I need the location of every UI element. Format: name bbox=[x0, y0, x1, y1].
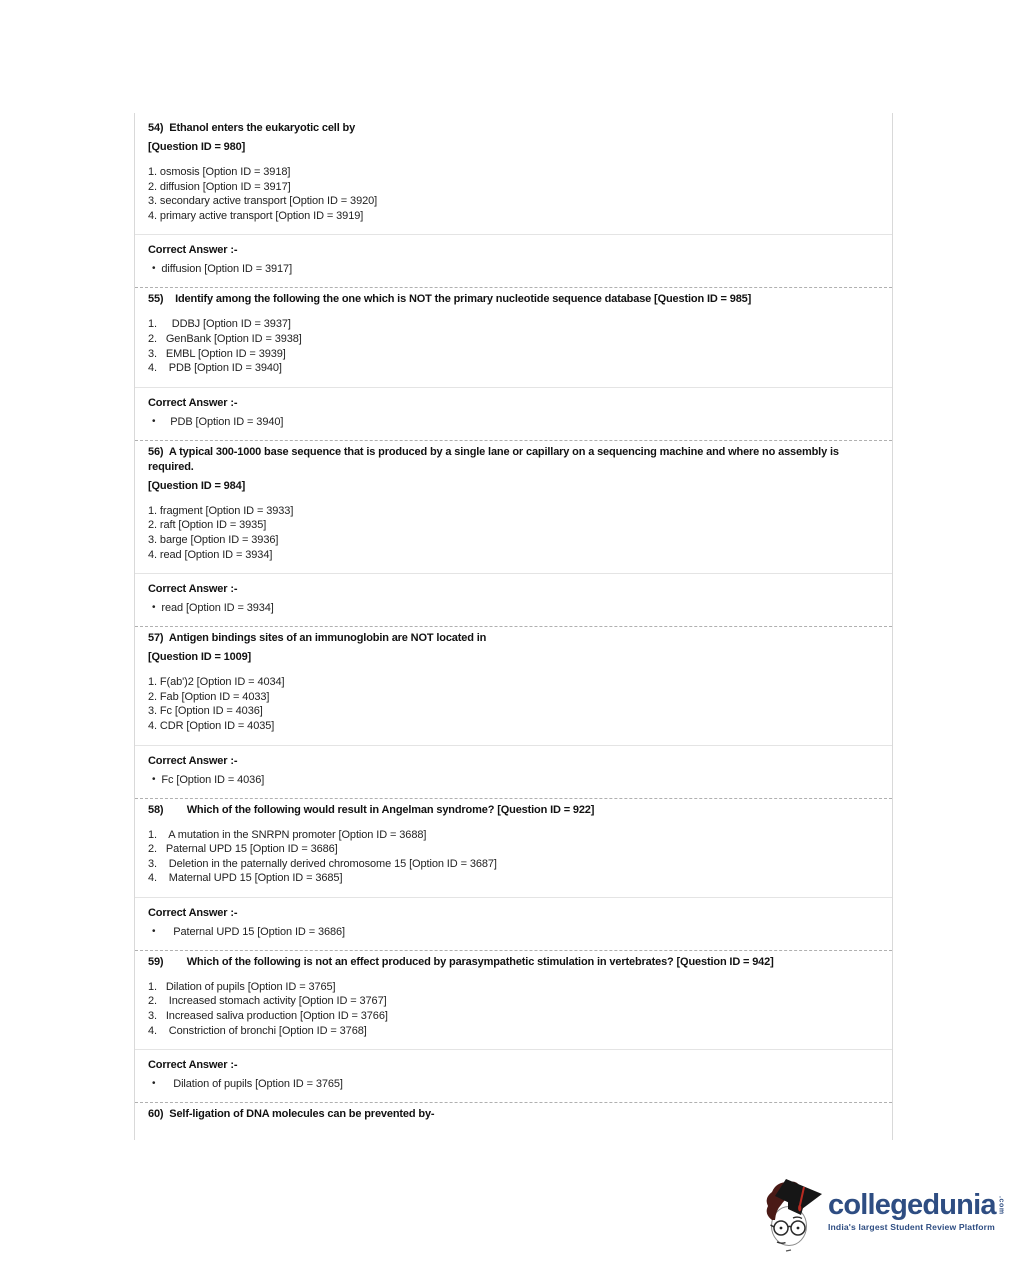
options-list bbox=[148, 317, 879, 386]
options-list bbox=[148, 504, 879, 573]
logo-text-block bbox=[828, 1176, 1005, 1232]
option-line: 3. EMBL [Option ID = 3939] bbox=[148, 347, 286, 360]
option-line: 4. PDB [Option ID = 3940] bbox=[148, 362, 282, 375]
bullet-icon: • bbox=[152, 1078, 156, 1090]
question-title: 55) Identify among the following the one which is NOT the primary nucleotide sequence database [Question ID = 985] bbox=[148, 293, 752, 306]
question-block bbox=[135, 631, 892, 798]
options-list bbox=[148, 675, 879, 744]
collegedunia-logo[interactable] bbox=[762, 1176, 1005, 1256]
correct-answer-item bbox=[148, 773, 879, 787]
option-line: 4. read [Option ID = 3934] bbox=[148, 548, 273, 561]
correct-answer-text: Fc [Option ID = 4036] bbox=[161, 773, 265, 786]
question-title: 59) Which of the following is not an effect produced by parasympathetic stimulation in vertebrates? [Question ID = 942] bbox=[148, 955, 774, 968]
question-block bbox=[135, 445, 892, 627]
option-line: 3. secondary active transport [Option ID = 3920] bbox=[148, 195, 378, 208]
correct-answer-text: diffusion [Option ID = 3917] bbox=[161, 263, 293, 276]
option-line: 2. GenBank [Option ID = 3938] bbox=[148, 332, 302, 345]
option-line: 1. A mutation in the SNRPN promoter [Option ID = 3688] bbox=[148, 828, 427, 841]
option-line: 1. osmosis [Option ID = 3918] bbox=[148, 166, 291, 178]
option-line: 2. Paternal UPD 15 [Option ID = 3686] bbox=[148, 843, 338, 856]
option-line: 1. fragment [Option ID = 3933] bbox=[148, 504, 294, 517]
logo-tld-text: .com bbox=[997, 1196, 1005, 1215]
correct-answer-item bbox=[148, 925, 879, 939]
question-block bbox=[135, 121, 892, 288]
option-line: 4. Constriction of bronchi [Option ID = 3768] bbox=[148, 1024, 367, 1037]
correct-answer-item bbox=[148, 1077, 879, 1091]
correct-answer-heading: Correct Answer :- bbox=[148, 244, 238, 257]
option-line: 1. DDBJ [Option ID = 3937] bbox=[148, 318, 291, 331]
question-block bbox=[135, 955, 892, 1103]
question-title: 58) Which of the following would result in Angelman syndrome? [Question ID = 922] bbox=[148, 803, 595, 816]
question-block bbox=[135, 292, 892, 440]
correct-answer-item bbox=[148, 415, 879, 429]
options-list bbox=[148, 980, 879, 1049]
correct-answer-text: PDB [Option ID = 3940] bbox=[161, 415, 284, 428]
bullet-icon: • bbox=[152, 602, 156, 614]
bullet-icon: • bbox=[152, 263, 156, 275]
correct-answer-section bbox=[135, 573, 892, 627]
question-title: 60) Self-ligation of DNA molecules can be prevented by- bbox=[148, 1108, 435, 1121]
question-block bbox=[135, 803, 892, 951]
correct-answer-heading: Correct Answer :- bbox=[148, 754, 238, 767]
option-line: 3. Increased saliva production [Option ID = 3766] bbox=[148, 1010, 388, 1023]
correct-answer-section bbox=[135, 1049, 892, 1103]
bullet-icon: • bbox=[152, 773, 156, 785]
options-list bbox=[148, 828, 879, 897]
option-line: 2. raft [Option ID = 3935] bbox=[148, 519, 267, 532]
correct-answer-heading: Correct Answer :- bbox=[148, 396, 238, 409]
correct-answer-text: Dilation of pupils [Option ID = 3765] bbox=[161, 1078, 343, 1091]
correct-answer-item bbox=[148, 262, 879, 276]
bullet-icon: • bbox=[152, 925, 156, 937]
answer-key-content-box bbox=[134, 113, 893, 1140]
question-id: [Question ID = 980] bbox=[148, 141, 246, 153]
correct-answer-text: Paternal UPD 15 [Option ID = 3686] bbox=[161, 925, 346, 938]
correct-answer-section bbox=[135, 745, 892, 799]
correct-answer-heading: Correct Answer :- bbox=[148, 1059, 238, 1072]
logo-brand-row bbox=[828, 1189, 1005, 1221]
logo-tagline: India's largest Student Review Platform bbox=[828, 1222, 995, 1232]
question-title: 56) A typical 300-1000 base sequence that is produced by a single lane or capillary on a sequencing machine and where no assembly is required. bbox=[148, 445, 842, 473]
question-title: 57) Antigen bindings sites of an immunoglobin are NOT located in bbox=[148, 632, 487, 645]
correct-answer-section bbox=[135, 234, 892, 288]
option-line: 4. CDR [Option ID = 4035] bbox=[148, 719, 275, 732]
question-title: 54) Ethanol enters the eukaryotic cell by bbox=[148, 122, 356, 134]
option-line: 2. diffusion [Option ID = 3917] bbox=[148, 180, 291, 193]
correct-answer-text: read [Option ID = 3934] bbox=[161, 602, 274, 615]
bullet-icon: • bbox=[152, 415, 156, 427]
option-line: 4. primary active transport [Option ID = 3919] bbox=[148, 209, 364, 222]
option-line: 3. Deletion in the paternally derived chromosome 15 [Option ID = 3687] bbox=[148, 857, 497, 870]
correct-answer-item bbox=[148, 601, 879, 615]
option-line: 4. Maternal UPD 15 [Option ID = 3685] bbox=[148, 872, 343, 885]
correct-answer-section bbox=[135, 897, 892, 951]
correct-answer-heading: Correct Answer :- bbox=[148, 906, 238, 919]
option-line: 2. Fab [Option ID = 4033] bbox=[148, 690, 270, 703]
options-list bbox=[148, 165, 879, 234]
correct-answer-heading: Correct Answer :- bbox=[148, 583, 238, 596]
correct-answer-section bbox=[135, 387, 892, 441]
option-line: 1. F(ab')2 [Option ID = 4034] bbox=[148, 676, 285, 689]
option-line: 3. barge [Option ID = 3936] bbox=[148, 533, 279, 546]
question-id: [Question ID = 984] bbox=[148, 479, 246, 492]
logo-brand-text: collegedunia bbox=[828, 1189, 996, 1221]
collegedunia-mascot-icon bbox=[762, 1176, 826, 1256]
option-line: 3. Fc [Option ID = 4036] bbox=[148, 705, 263, 718]
option-line: 1. Dilation of pupils [Option ID = 3765] bbox=[148, 980, 336, 993]
question-id: [Question ID = 1009] bbox=[148, 651, 252, 664]
option-line: 2. Increased stomach activity [Option ID = 3767] bbox=[148, 995, 387, 1008]
question-block bbox=[135, 1107, 892, 1122]
